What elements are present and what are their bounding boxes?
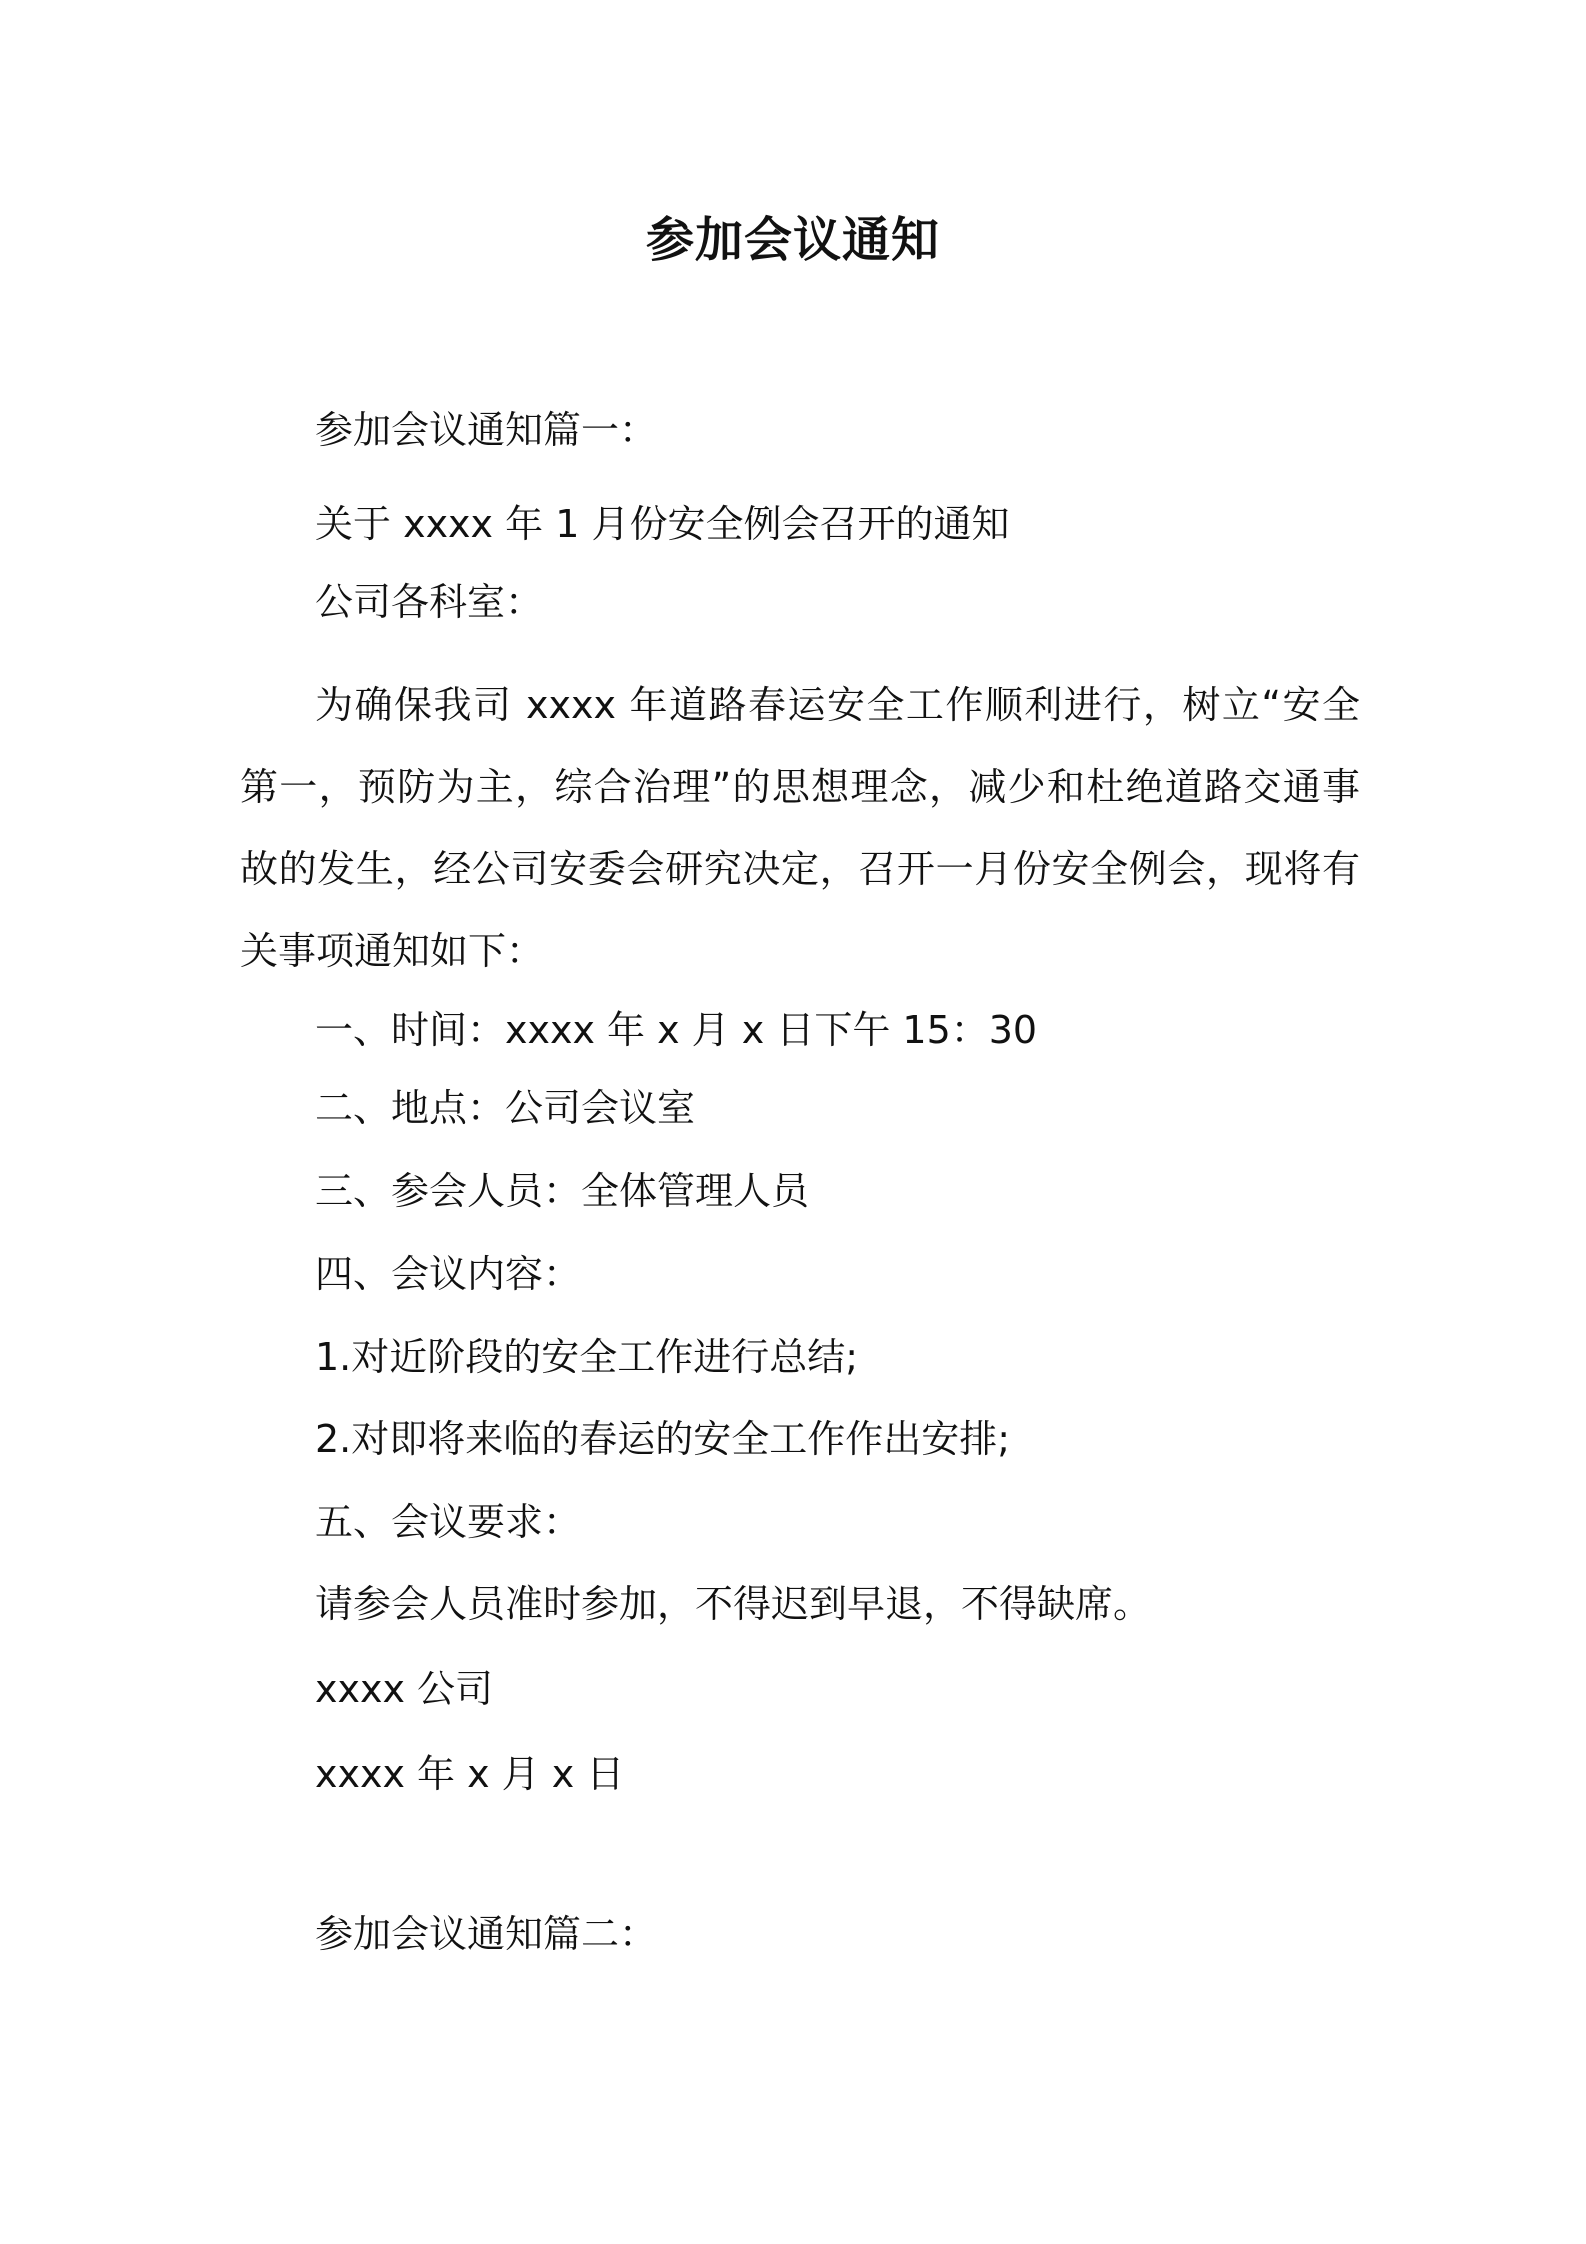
notice-title: 关于 xxxx 年 1 月份安全例会召开的通知 — [315, 502, 1010, 546]
list-item-content-1: 1.对近阶段的安全工作进行总结; — [315, 1335, 859, 1379]
list-item-time: 一、时间：xxxx 年 x 月 x 日下午 15：30 — [315, 1008, 1038, 1052]
list-item-content-2: 2.对即将来临的春运的安全工作作出安排; — [315, 1417, 1011, 1461]
document-title: 参加会议通知 — [645, 212, 940, 268]
list-item-requirements: 请参会人员准时参加，不得迟到早退，不得缺席。 — [315, 1582, 1152, 1626]
salutation: 公司各科室： — [315, 580, 544, 624]
list-item-location: 二、地点：公司会议室 — [315, 1086, 696, 1130]
signature-date: xxxx 年 x 月 x 日 — [315, 1752, 625, 1796]
body-paragraph: 为确保我司 xxxx 年道路春运安全工作顺利进行，树立“安全第一，预防为主，综合治理”的思想理念，减少和杜绝道路交通事故的发生，经公司安委会研究决定，召开一月份安全例会，现将有关事项通知如下： — [240, 683, 1360, 973]
section-heading-1: 参加会议通知篇一： — [315, 408, 658, 452]
signature-company: xxxx 公司 — [315, 1667, 494, 1711]
list-item-requirements-heading: 五、会议要求： — [315, 1500, 582, 1544]
section-heading-2: 参加会议通知篇二： — [315, 1912, 658, 1956]
list-item-attendees: 三、参会人员：全体管理人员 — [315, 1169, 810, 1213]
list-item-content-heading: 四、会议内容： — [315, 1252, 582, 1296]
